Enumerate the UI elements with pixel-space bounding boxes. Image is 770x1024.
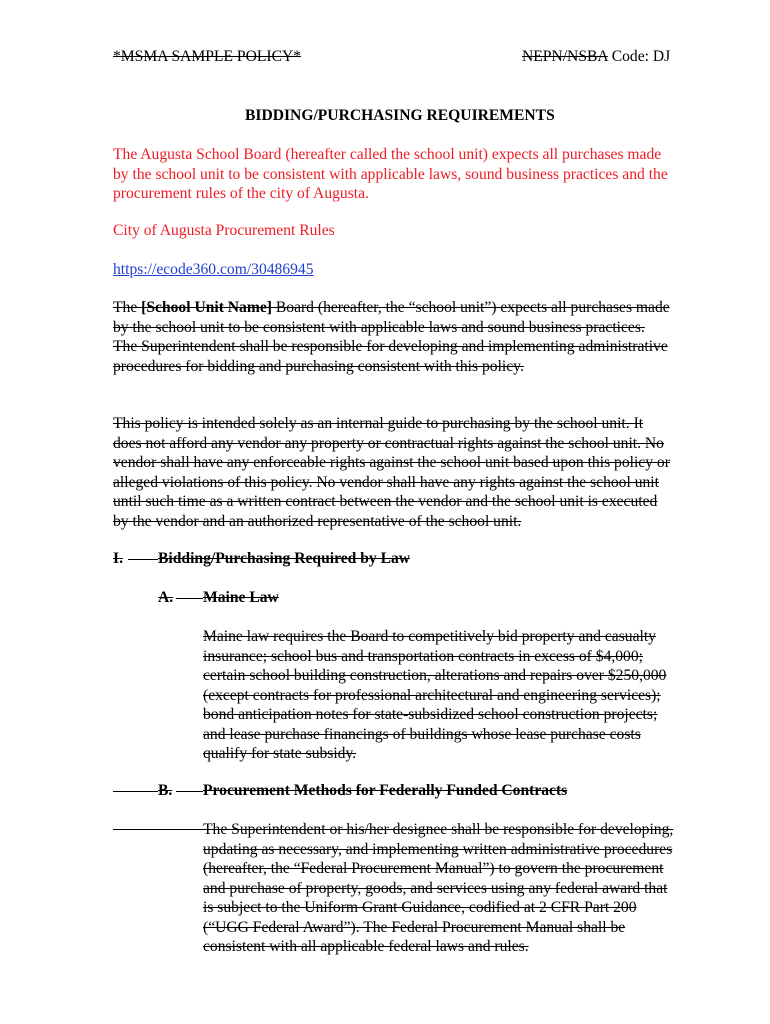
city-rules-heading: City of Augusta Procurement Rules [113, 222, 335, 239]
section-a-line: Maine law requires the Board to competitively bid property and casualty [203, 628, 656, 645]
section-b-line: (hereafter, the “Federal Procurement Manual”) to govern the procurement [203, 860, 664, 877]
section-a-line: and lease purchase financings of buildings whose lease purchase costs [203, 725, 641, 743]
section-b-line: The Superintendent or his/her designee shall be responsible for developing, [203, 821, 674, 838]
intro-line: The Augusta School Board (hereafter called the school unit) expects all purchases made [113, 146, 662, 163]
section-b-line: is subject to the Uniform Grant Guidance, codified at 2 CFR Part 200 [203, 899, 637, 916]
section-b-line: consistent with all applicable federal laws and rules. [203, 938, 529, 955]
section-a-line: certain school building construction, alterations and repairs over $250,000 [203, 667, 667, 684]
section-b-body-lead-rule [113, 829, 203, 830]
section-a-title: Maine Law [203, 589, 279, 606]
struck-policy-line: by the school unit to be consistent with applicable laws and sound business practices. [113, 318, 645, 336]
school-unit-name-placeholder: [School Unit Name] [141, 299, 272, 316]
intro-paragraph [113, 145, 668, 204]
header-code [522, 48, 670, 66]
section-i-title: Bidding/Purchasing Required by Law [158, 550, 411, 567]
section-b-title: Procurement Methods for Federally Funded Contracts [203, 782, 568, 799]
section-a-line: (except contracts for professional architectural and engineering services); [203, 686, 661, 704]
section-b-tab-rule [176, 791, 203, 792]
struck-vendor-paragraph [113, 414, 670, 531]
section-b-lead-rule [113, 791, 158, 792]
section-a-line: insurance; school bus and transportation contracts in excess of $4,000; [203, 647, 643, 665]
city-rules-link[interactable]: https://ecode360.com/30486945 [113, 261, 314, 278]
section-a-line: qualify for state subsidy. [203, 745, 357, 762]
struck-prefix: The [113, 299, 142, 316]
header-nepn-nsba: NEPN/NSBA [522, 48, 608, 65]
section-b-line: (“UGG Federal Award”). The Federal Procurement Manual shall be [203, 918, 626, 936]
section-i-number: I. [113, 550, 123, 567]
header-code-value: Code: DJ [611, 48, 671, 65]
struck-vendor-line: by the vendor and an authorized representative of the school unit. [113, 512, 522, 530]
section-b-body [203, 820, 673, 957]
section-a-body [203, 627, 666, 764]
section-b-line: and purchase of property, goods, and services using any federal award that [203, 879, 668, 897]
struck-vendor-line: This policy is intended solely as an internal guide to purchasing by the school unit. It [113, 415, 644, 432]
section-a-line: bond anticipation notes for state-subsidized school construction projects; [203, 706, 658, 723]
struck-line-rest: Board (hereafter, the “school unit”) expects all purchases made [271, 299, 670, 316]
header-sample-policy: *MSMA SAMPLE POLICY* [113, 48, 302, 65]
intro-line: by the school unit to be consistent with applicable laws, sound business practices and the [113, 165, 668, 183]
struck-policy-line: procedures for bidding and purchasing consistent with this policy. [113, 357, 524, 375]
struck-vendor-line: vendor shall have any enforceable rights against the school unit based upon this policy or [113, 454, 670, 471]
struck-policy-line: The Superintendent shall be responsible for developing and implementing administrative [113, 338, 668, 355]
struck-policy-paragraph [113, 298, 670, 376]
struck-vendor-line: does not afford any vendor any property or contractual rights against the school unit. No [113, 434, 664, 452]
section-b-number: B. [158, 782, 173, 799]
document-title: BIDDING/PURCHASING REQUIREMENTS [245, 107, 555, 124]
section-b-line: updating as necessary, and implementing written administrative procedures [203, 840, 673, 858]
struck-policy-line [113, 298, 670, 318]
struck-vendor-line: alleged violations of this policy. No vendor shall have any rights against the school unit [113, 473, 659, 491]
section-i-tab-rule [128, 559, 158, 560]
intro-line: procurement rules of the city of Augusta. [113, 185, 369, 202]
section-a-number: A. [158, 589, 174, 606]
section-a-tab-rule [176, 598, 203, 599]
struck-vendor-line: until such time as a written contract between the vendor and the school unit is executed [113, 493, 658, 510]
